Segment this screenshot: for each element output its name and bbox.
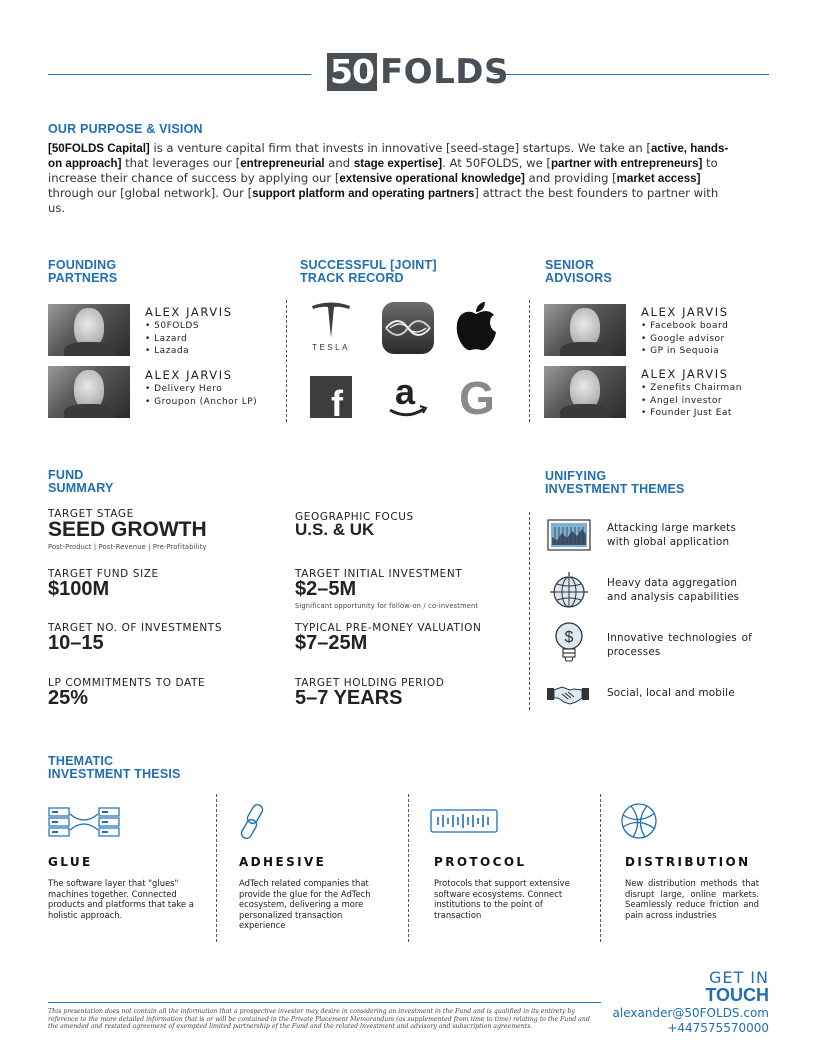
lp-label: LP COMMITMENTS TO DATE [48,677,206,689]
header-rule-left [48,74,311,75]
partner-credentials [145,383,257,408]
lp-value: 25% [48,687,89,709]
theme-text: Attacking large markets with global application [607,522,737,548]
themes-heading-line2: INVESTMENT THEMES [545,482,685,496]
founding-heading-line1: FOUNDING [48,258,117,272]
thesis-heading-line1: THEMATIC [48,754,114,768]
purpose-run: and providing [ [524,171,617,185]
purpose-emphasis: extensive operational knowledge] [339,172,525,185]
purpose-run: . At 50FOLDS, we [ [442,156,551,170]
founding-heading-line2: PARTNERS [48,271,118,285]
advisor-name: ALEX JARVIS [641,305,729,319]
google-letter: G [459,374,495,420]
track-heading-line1: SUCCESSFUL [JOINT] [300,258,437,272]
purpose-emphasis: active, hands-on approach] [48,142,729,170]
contact-heading-line2: TOUCH [705,985,769,1005]
tesla-wordmark: TESLA [312,343,350,352]
google-logo [454,374,500,420]
purpose-run: to increase their chance of success by applying our [ [48,156,718,185]
thesis-text: Protocols that support extensive software ecosystems. Connect institutions to the point of transaction [434,878,570,920]
facebook-logo [310,376,352,418]
stage-label: TARGET STAGE [48,508,134,520]
handshake-icon [546,680,590,708]
contact-phone-link[interactable]: +447575570000 [667,1021,769,1035]
partner-credentials [145,320,199,358]
purpose-emphasis: entrepreneurial [240,157,325,170]
themes-divider [529,512,530,710]
advisor-name: ALEX JARVIS [641,367,729,381]
column-divider [529,300,530,422]
advisors-heading-line1: SENIOR [545,258,595,272]
thesis-text: The software layer that "glues" machines together. Connected products and platforms that take a holistic approach. [48,878,194,920]
theme-text: Heavy data aggregation and analysis capabilities [607,577,740,603]
thesis-divider [216,794,217,942]
credential-item: • Lazada [145,345,199,358]
logo-box-text: 50 [327,53,377,91]
credential-item: • Angel investor [641,395,742,408]
thesis-text: New distribution methods that disrupt large, online markets. Seamlessly reduce friction and pain across industries [625,878,759,920]
disclaimer-text: This presentation does not contain all the information that a prospective investor may desire in considering an investment in the Fund and is qualified in its entirety by reference to the more detailed information that is or will be contained in the Private Placement Memorandum (as supplemented from time to time) relating to the Fund and the amended and restated agreement of exempted limited partnership of the Fund and the related investment and advisory and subscription agreements. [48,1008,590,1031]
dollar-bulb-icon [552,620,586,664]
initial-note: Significant opportunity for follow-on / co-investment [295,602,479,610]
purpose-emphasis: [50FOLDS Capital] [48,142,150,155]
credential-item: • Google advisor [641,333,728,346]
purpose-emphasis: partner with entrepreneurs] [550,157,703,170]
thesis-divider [408,794,409,942]
stage-note: Post-Product | Post-Revenue | Pre-Profitability [48,543,207,551]
amazon-letter: a [394,374,416,412]
purpose-paragraph [48,141,738,216]
protocol-bar-icon [430,809,498,833]
purpose-run: is a venture capital firm that invests in innovative [seed-stage] startups. We take an [ [149,141,651,155]
thesis-title: ADHESIVE [239,855,327,869]
theme-text: Social, local and mobile [607,687,735,699]
purpose-run: that leverages our [ [121,156,241,170]
company-logo [327,52,509,92]
holding-label: TARGET HOLDING PERIOD [295,677,445,689]
purpose-heading: OUR PURPOSE & VISION [48,122,203,136]
credential-item: • GP in Sequoia [641,345,728,358]
column-divider [286,300,287,422]
holding-value: 5–7 YEARS [295,687,403,709]
globe-data-icon [548,570,590,612]
themes-heading-line1: UNIFYING [545,469,607,483]
geo-label: GEOGRAPHIC FOCUS [295,511,414,523]
thesis-title: DISTRIBUTION [625,855,751,869]
market-chart-icon [547,519,591,551]
credential-item: • 50FOLDS [145,320,199,333]
initial-value: $2–5M [295,578,357,600]
tesla-logo [306,300,356,356]
valuation-value: $7–25M [295,632,368,654]
credential-item: • Groupon (Anchor LP) [145,396,257,409]
thesis-text: AdTech related companies that provide the glue for the AdTech ecosystem, delivering a more personalized transaction experience [239,878,371,931]
network-globe-icon [619,801,659,841]
purpose-emphasis: stage expertise] [353,157,443,170]
credential-item: • Founder Just Eat [641,407,742,420]
fund-heading-line2: SUMMARY [48,481,114,495]
thesis-title: PROTOCOL [434,855,527,869]
amazon-logo [382,374,432,420]
svg-text:$: $ [564,629,574,646]
advisor-credentials [641,320,728,358]
partner-name: ALEX JARVIS [145,305,233,319]
contact-heading-line1: GET IN [708,968,769,987]
advisor-photo [544,366,626,418]
purpose-run: ] attract the best founders to partner with us. [48,186,719,215]
size-value: $100M [48,578,110,600]
credential-item: • Delivery Hero [145,383,257,396]
thesis-heading-line2: INVESTMENT THESIS [48,767,181,781]
advisors-heading-line2: ADVISORS [545,271,612,285]
apple-logo [453,300,499,354]
track-heading-line2: TRACK RECORD [300,271,404,285]
chain-link-icon [238,802,268,842]
fund-heading-line1: FUND [48,468,84,482]
partner-name: ALEX JARVIS [145,368,233,382]
siri-logo [382,302,434,354]
credential-item: • Zenefits Chairman [641,382,742,395]
footer-rule [48,1002,601,1003]
logo-word: FOLDS [379,52,509,92]
geo-value: U.S. & UK [295,520,375,539]
credential-item: • Facebook board [641,320,728,333]
purpose-run: and [324,156,354,170]
count-value: 10–15 [48,632,104,654]
advisor-photo [544,304,626,356]
advisor-credentials [641,382,742,420]
contact-email-link[interactable]: alexander@50FOLDS.com [612,1006,769,1020]
stage-value: SEED GROWTH [48,518,207,541]
partner-photo [48,304,130,356]
size-label: TARGET FUND SIZE [48,568,159,580]
purpose-run: through our [global network]. Our [ [48,186,253,200]
credential-item: • Lazard [145,333,199,346]
header-rule-right [493,74,769,75]
partner-photo [48,366,130,418]
purpose-emphasis: market access] [616,172,701,185]
count-label: TARGET NO. OF INVESTMENTS [48,622,223,634]
facebook-letter: f [331,383,343,418]
thesis-divider [600,794,601,942]
servers-link-icon [48,806,120,838]
thesis-title: GLUE [48,855,93,869]
theme-text: Innovative technologies of processes [607,632,752,658]
initial-label: TARGET INITIAL INVESTMENT [295,568,463,580]
valuation-label: TYPICAL PRE-MONEY VALUATION [295,622,482,634]
purpose-emphasis: support platform and operating partners [252,187,475,200]
